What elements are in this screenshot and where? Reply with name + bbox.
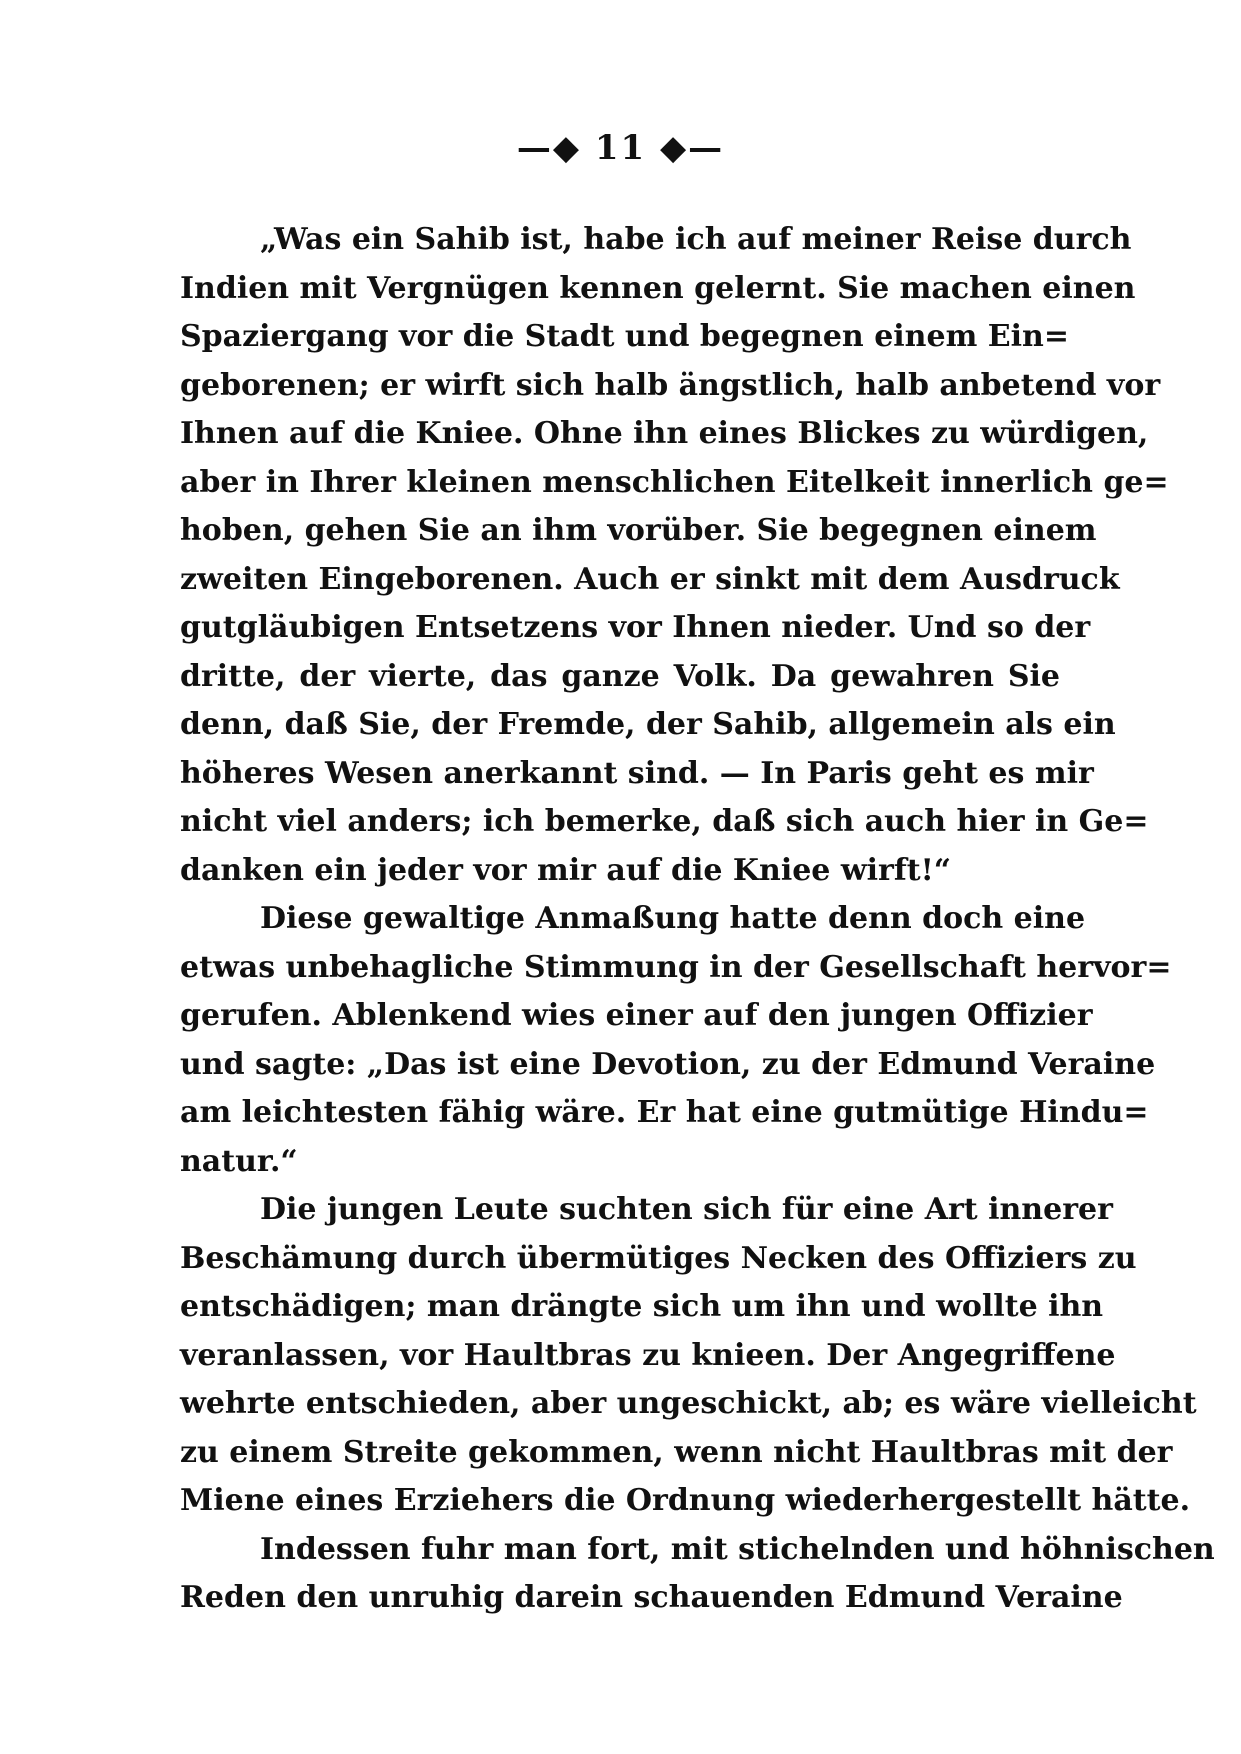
text-line: entschädigen; man drängte sich um ihn und wollte ihn bbox=[180, 1289, 1104, 1324]
text-line: Indien mit Vergnügen kennen gelernt. Sie machen einen bbox=[180, 270, 1136, 306]
text-line: geborenen; er wirft sich halb ängstlich, halb anbetend vor bbox=[180, 367, 1161, 403]
text-line: „Was ein Sahib ist, habe ich auf meiner Reise durch bbox=[260, 222, 1132, 257]
text-line: zweiten Eingeborenen. Auch er sinkt mit dem Ausdruck bbox=[180, 561, 1120, 597]
text-line: etwas unbehagliche Stimmung in der Gesellschaft hervor= bbox=[180, 949, 1172, 985]
text-line: natur.“ bbox=[180, 1143, 298, 1179]
text-line: gutgläubigen Entsetzens vor Ihnen nieder. Und so der bbox=[180, 610, 1091, 645]
text-line: Die jungen Leute suchten sich für eine Art innerer bbox=[260, 1192, 1113, 1227]
text-line: aber in Ihrer kleinen menschlichen Eitelkeit innerlich ge= bbox=[180, 464, 1169, 500]
text-line: Reden den unruhig darein schauenden Edmund Veraine bbox=[180, 1580, 1123, 1615]
text-line: dritte, der vierte, das ganze Volk. Da gewahren Sie bbox=[180, 658, 1060, 694]
text-line: Spaziergang vor die Stadt und begegnen einem Ein= bbox=[180, 319, 1069, 354]
text-line: Diese gewaltige Anmaßung hatte denn doch eine bbox=[260, 901, 1086, 936]
text-line: nicht viel anders; ich bemerke, daß sich auch hier in Ge= bbox=[180, 804, 1149, 839]
text-line: höheres Wesen anerkannt sind. — In Paris geht es mir bbox=[180, 755, 1094, 791]
page-number-header: —◆ 11 ◆— bbox=[516, 128, 725, 168]
paragraph-1 bbox=[180, 216, 1169, 895]
text-line: gerufen. Ablenkend wies einer auf den jungen Offizier bbox=[180, 998, 1093, 1033]
text-line: Beschämung durch übermütiges Necken des Offiziers zu bbox=[180, 1240, 1137, 1276]
paragraph-2 bbox=[180, 895, 1172, 1186]
text-line: am leichtesten fähig wäre. Er hat eine gutmütige Hindu= bbox=[180, 1095, 1149, 1130]
text-line: veranlassen, vor Haultbras zu knieen. Der Angegriffene bbox=[180, 1337, 1116, 1373]
paragraph-3 bbox=[180, 1186, 1197, 1526]
text-line: denn, daß Sie, der Fremde, der Sahib, allgemein als ein bbox=[180, 707, 1116, 742]
text-line: hoben, gehen Sie an ihm vorüber. Sie begegnen einem bbox=[180, 513, 1097, 548]
paragraph-4 bbox=[180, 1526, 1215, 1623]
body-text bbox=[180, 216, 1215, 1623]
text-line: Ihnen auf die Kniee. Ohne ihn eines Blickes zu würdigen, bbox=[180, 416, 1149, 451]
text-line: wehrte entschieden, aber ungeschickt, ab; es wäre vielleicht bbox=[180, 1386, 1197, 1421]
text-line: Miene eines Erziehers die Ordnung wiederhergestellt hätte. bbox=[180, 1483, 1191, 1518]
text-line: danken ein jeder vor mir auf die Kniee wirft!“ bbox=[180, 852, 952, 888]
text-line: und sagte: „Das ist eine Devotion, zu der Edmund Veraine bbox=[180, 1046, 1156, 1082]
text-line: zu einem Streite gekommen, wenn nicht Haultbras mit der bbox=[180, 1434, 1173, 1470]
text-line: Indessen fuhr man fort, mit stichelnden und höhnischen bbox=[260, 1531, 1215, 1567]
